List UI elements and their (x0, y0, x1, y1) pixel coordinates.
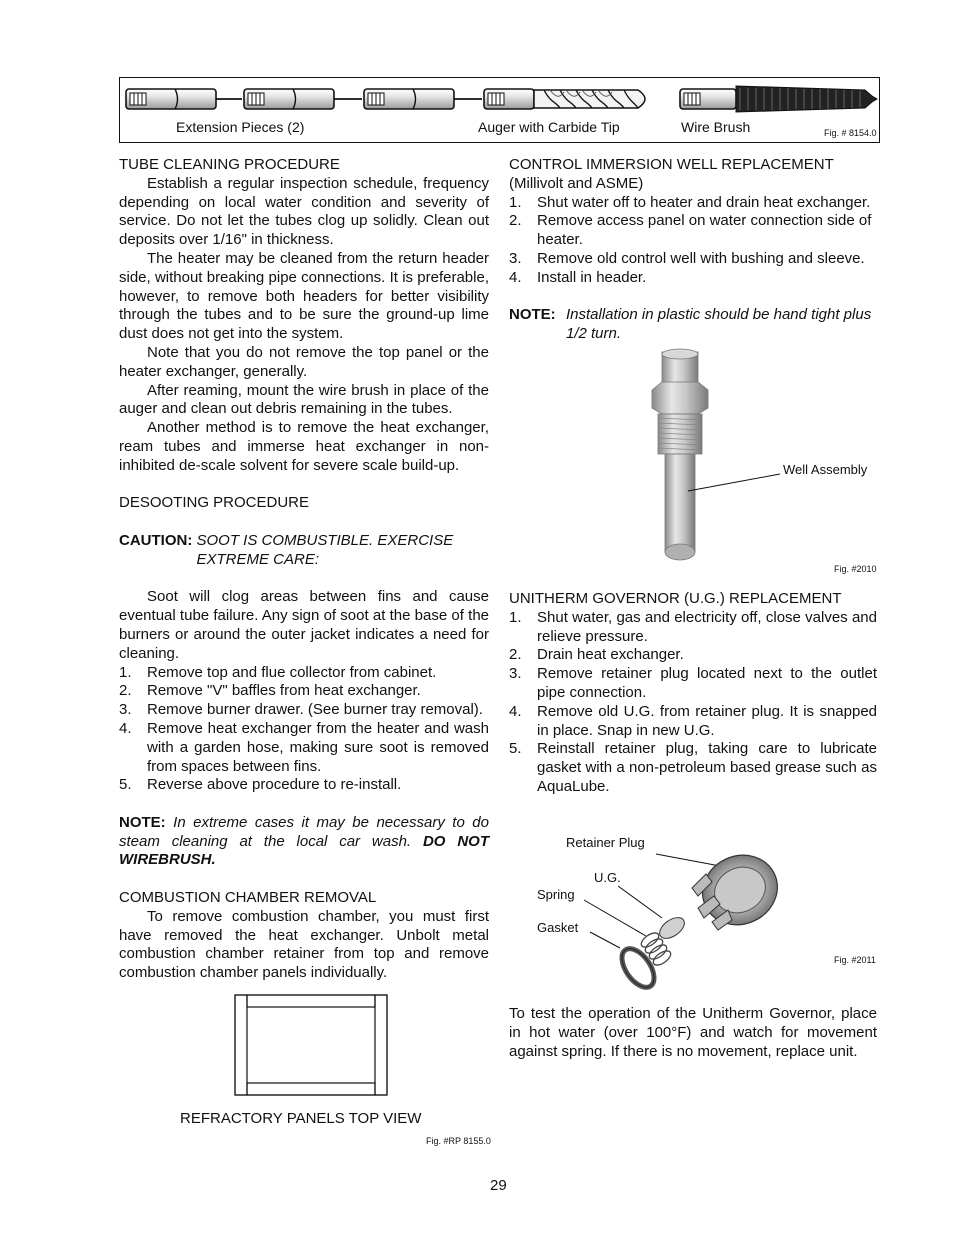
well-assembly-leader (686, 472, 782, 494)
unitherm-test-block (509, 1005, 877, 1061)
list-item: 4. Remove old U.G. from retainer plug. It is snapped in place. Snap in new U.G. (509, 702, 877, 739)
control-well-steps (509, 194, 877, 288)
unitherm-test-paragraph: To test the operation of the Unitherm Governor, place in hot water (over 100°F) and watch for movement against spring. If there is no movement, replace unit. (509, 1005, 877, 1060)
combustion-heading: COMBUSTION CHAMBER REMOVAL (119, 889, 377, 907)
refractory-caption: REFRACTORY PANELS TOP VIEW (180, 1110, 422, 1127)
unitherm-fig-number: Fig. #2011 (834, 955, 876, 965)
control-well-note: NOTE: Installation in plastic should be hand tight plus 1/2 turn. (509, 306, 872, 343)
right-column-unitherm (509, 590, 877, 797)
retainer-plug-label: Retainer Plug (566, 835, 645, 850)
caution-label: CAUTION: (119, 531, 193, 549)
control-well-subheading: (Millivolt and ASME) (509, 174, 644, 192)
list-item: 3. Remove retainer plug located next to the outlet pipe connection. (509, 665, 877, 701)
auger-handle (364, 89, 482, 109)
desooting-note: NOTE: In extreme cases it may be necessary to do steam cleaning at the local car wash. DO NOT WIREBRUSH. (119, 813, 489, 869)
unitherm-heading: UNITHERM GOVERNOR (U.G.) REPLACEMENT (509, 590, 842, 607)
refractory-panels-figure (234, 994, 390, 1098)
list-item: 4. Install in header. (509, 268, 647, 286)
left-column (119, 156, 489, 983)
ug-label: U.G. (594, 870, 621, 885)
list-item: 3. Remove burner drawer. (See burner tray removal). (119, 701, 483, 719)
well-assembly-label: Well Assembly (783, 462, 868, 477)
desooting-intro: Soot will clog areas between fins and cause eventual tube failure. Any sign of soot at the base of the burners or around the outer jacket indicates a need for cleaning. (119, 588, 489, 662)
well-assembly-figure (640, 348, 720, 564)
caution-text: SOOT IS COMBUSTIBLE. EXERCISE EXTREME CARE: (196, 531, 454, 568)
list-item: 2. Drain heat exchanger. (509, 646, 684, 664)
combustion-paragraph: To remove combustion chamber, you must first have removed the heat exchanger. Unbolt metal combustion chamber retainer from top and remove combustion chamber panels individually. (119, 907, 489, 982)
tube-cleaning-paragraph: The heater may be cleaned from the return header side, without breaking pipe connections. It is preferable, however, to remove both headers for better visibility through the tubes and to be sure the ground-up lime dust does not get into the system. (119, 249, 489, 343)
well-fig-number: Fig. #2010 (834, 564, 877, 574)
wire-brush-label: Wire Brush (681, 119, 751, 135)
list-item: 3. Remove old control well with bushing and sleeve. (509, 249, 865, 267)
tube-cleaning-paragraph: Note that you do not remove the top panel or the heater exchanger, generally. (119, 343, 489, 380)
wire-brush (680, 86, 877, 112)
extension-piece-2 (244, 89, 362, 109)
spring-label: Spring (537, 887, 575, 902)
unitherm-steps (509, 609, 877, 797)
refractory-fig-number: Fig. #RP 8155.0 (426, 1136, 491, 1146)
auger-label: Auger with Carbide Tip (478, 119, 620, 135)
list-item: 4. Remove heat exchanger from the heater and wash with a garden hose, making sure soot is removed from spaces between fins. (119, 719, 489, 775)
tube-cleaning-paragraph: Another method is to remove the heat exchanger, ream tubes and immerse heat exchanger in non-inhibited de-scale solvent for severe scale build-up. (119, 419, 489, 474)
list-item: 2. Remove "V" baffles from heat exchanger. (119, 682, 421, 700)
tube-cleaning-heading: TUBE CLEANING PROCEDURE (119, 156, 340, 173)
gasket-label: Gasket (537, 920, 579, 935)
unitherm-governor-figure (580, 836, 786, 1000)
desooting-heading: DESOOTING PROCEDURE (119, 494, 310, 512)
tools-fig-number: Fig. # 8154.0 (824, 128, 877, 138)
list-item: 5. Reinstall retainer plug, taking care to lubricate gasket with a non-petroleum based grease such as AquaLube. (509, 740, 877, 795)
page-number: 29 (490, 1177, 507, 1194)
tube-cleaning-paragraph: After reaming, mount the wire brush in place of the auger and clean out debris remaining in the tubes. (119, 381, 489, 418)
desooting-steps (119, 664, 489, 796)
list-item: 2. Remove access panel on water connection side of heater. (509, 212, 872, 249)
list-item: 1. Remove top and flue collector from cabinet. (119, 663, 437, 681)
tools-illustration (120, 80, 878, 120)
list-item: 5. Reverse above procedure to re-install. (119, 776, 402, 794)
list-item: 1. Shut water, gas and electricity off, close valves and relieve pressure. (509, 608, 877, 645)
right-column-top (509, 156, 877, 344)
extension-pieces-label: Extension Pieces (2) (176, 119, 305, 135)
tools-figure (119, 77, 880, 143)
tube-cleaning-paragraph: Establish a regular inspection schedule, frequency depending on local water condition and severity of service. Do not let the tubes clog up solidly. Clean out deposits over 1/16" in thickness. (119, 174, 489, 249)
auger-with-carbide-tip (484, 89, 645, 109)
control-well-heading: CONTROL IMMERSION WELL REPLACEMENT (509, 156, 834, 173)
extension-piece-1 (126, 89, 242, 109)
caution-block (119, 532, 489, 570)
list-item: 1. Shut water off to heater and drain heat exchanger. (509, 193, 871, 211)
